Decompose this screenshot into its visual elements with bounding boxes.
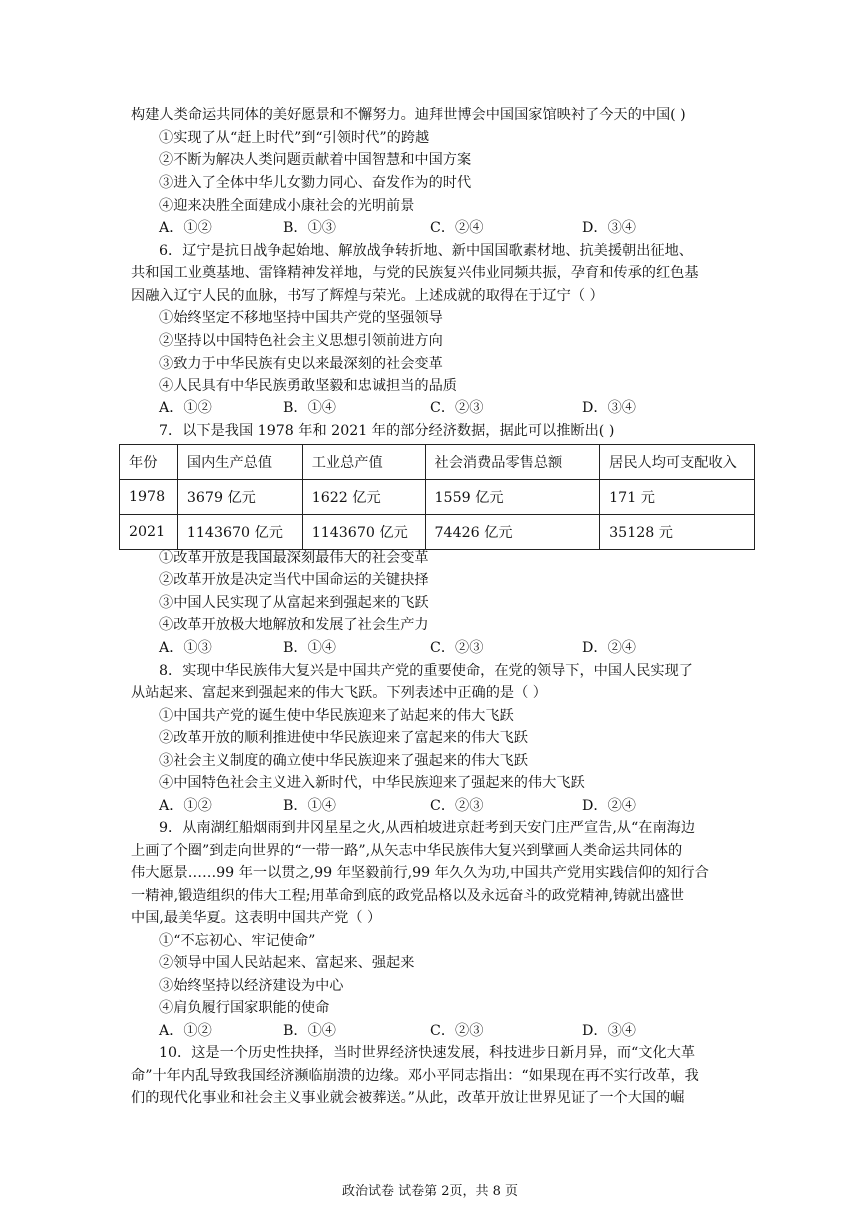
- table-cell: 1622 亿元: [302, 480, 425, 515]
- page-footer: 政治试卷 试卷第 2页，共 8 页: [341, 1184, 519, 1199]
- q10-stem-2: 命”十年内乱导致我国经济濒临崩溃的边缘。邓小平同志指出：“如果现在再不实行改革，我: [131, 1068, 699, 1084]
- q9-item-2: ②领导中国人民站起来、富起来、强起来: [159, 955, 415, 971]
- q7-option-c[interactable]: C．②③: [430, 640, 484, 656]
- q9-options: [159, 1020, 759, 1042]
- economic-data-table: [119, 444, 755, 550]
- q9-item-4: ④肩负履行国家职能的使命: [159, 1000, 330, 1016]
- table-cell: 74426 亿元: [425, 515, 600, 550]
- q8-item-2: ②改革开放的顺利推进使中华民族迎来了富起来的伟大飞跃: [159, 730, 528, 746]
- q9-option-c[interactable]: C．②③: [430, 1023, 484, 1039]
- table-header-cell: 居民人均可支配收入: [600, 445, 755, 480]
- table-cell: 35128 元: [600, 515, 755, 550]
- q7-item-2: ②改革开放是决定当代中国命运的关键抉择: [159, 572, 429, 588]
- table-cell: 1978: [120, 480, 178, 515]
- q5-option-d[interactable]: D．③④: [582, 220, 636, 236]
- q9-item-3: ③始终坚持以经济建设为中心: [159, 978, 344, 994]
- q8-option-a[interactable]: A．①②: [159, 798, 212, 814]
- q6-stem-3: 因融入辽宁人民的血脉，书写了辉煌与荣光。上述成就的取得在于辽宁（ ）: [131, 288, 604, 304]
- q8-item-1: ①中国共产党的诞生使中华民族迎来了站起来的伟大飞跃: [159, 708, 514, 724]
- q8-option-c[interactable]: C．②③: [430, 798, 484, 814]
- table-cell: 1559 亿元: [425, 480, 600, 515]
- q10-stem-1: 10．这是一个历史性抉择，当时世界经济快速发展，科技进步日新月异，而“文化大革: [159, 1045, 696, 1061]
- q6-option-a[interactable]: A．①②: [159, 400, 212, 416]
- q5-stem-tail: 构建人类命运共同体的美好愿景和不懈努力。迪拜世博会中国国家馆映衬了今天的中国( ): [131, 107, 686, 123]
- q5-option-a[interactable]: A．①②: [159, 220, 212, 236]
- table-cell: 1143670 亿元: [302, 515, 425, 550]
- table-cell: 171 元: [600, 480, 755, 515]
- q10-stem-3: 们的现代化事业和社会主义事业就会被葬送。”从此，改革开放让世界见证了一个大国的崛: [131, 1090, 685, 1106]
- q6-stem-1: 6．辽宁是抗日战争起始地、解放战争转折地、新中国国歌素材地、抗美援朝出征地、: [159, 243, 693, 259]
- q5-option-c[interactable]: C．②④: [430, 220, 484, 236]
- table-header-cell: 国内生产总值: [177, 445, 302, 480]
- q9-option-b[interactable]: B．①④: [283, 1023, 336, 1039]
- q7-item-4: ④改革开放极大地解放和发展了社会生产力: [159, 617, 429, 633]
- table-cell: 3679 亿元: [177, 480, 302, 515]
- q5-option-b[interactable]: B．①③: [283, 220, 336, 236]
- q5-item-2: ②不断为解决人类问题贡献着中国智慧和中国方案: [159, 152, 472, 168]
- q7-item-3: ③中国人民实现了从富起来到强起来的飞跃: [159, 595, 429, 611]
- q6-stem-2: 共和国工业奠基地、雷锋精神发祥地，与党的民族复兴伟业同频共振，孕育和传承的红色基: [131, 265, 699, 281]
- q6-option-c[interactable]: C．②③: [430, 400, 484, 416]
- table-header-cell: 工业总产值: [302, 445, 425, 480]
- q6-item-3: ③致力于中华民族有史以来最深刻的社会变革: [159, 356, 443, 372]
- table-header-cell: 社会消费品零售总额: [425, 445, 600, 480]
- q6-item-2: ②坚持以中国特色社会主义思想引领前进方向: [159, 333, 443, 349]
- q8-stem-1: 8．实现中华民族伟大复兴是中国共产党的重要使命，在党的领导下，中国人民实现了: [159, 663, 693, 679]
- q7-stem: 7．以下是我国 1978 年和 2021 年的部分经济数据，据此可以推断出( ): [159, 423, 615, 439]
- q6-option-b[interactable]: B．①④: [283, 400, 336, 416]
- q9-stem-4: 一精神,锻造组织的伟大工程;用革命到底的政党品格以及永远奋斗的政党精神,铸就出盛世: [131, 888, 684, 904]
- q7-option-b[interactable]: B．①④: [283, 640, 336, 656]
- q6-item-4: ④人民具有中华民族勇敢坚毅和忠诚担当的品质: [159, 378, 457, 394]
- q9-item-1: ①“不忘初心、牢记使命”: [159, 933, 316, 949]
- q6-item-1: ①始终坚定不移地坚持中国共产党的坚强领导: [159, 310, 443, 326]
- table-row: [120, 480, 755, 515]
- table-header-row: [120, 445, 755, 480]
- q5-options: [159, 217, 759, 239]
- q9-stem-1: 9．从南湖红船烟雨到井冈星星之火,从西柏坡进京赶考到天安门庄严宣告,从“在南海边: [159, 820, 696, 836]
- table-cell: 2021: [120, 515, 178, 550]
- q8-item-4: ④中国特色社会主义进入新时代，中华民族迎来了强起来的伟大飞跃: [159, 775, 585, 791]
- q8-option-d[interactable]: D．②④: [582, 798, 636, 814]
- q7-option-d[interactable]: D．②④: [582, 640, 636, 656]
- table-header-cell: 年份: [120, 445, 178, 480]
- q9-option-d[interactable]: D．③④: [582, 1023, 636, 1039]
- q8-stem-2: 从站起来、富起来到强起来的伟大飞跃。下列表述中正确的是（ ）: [131, 685, 547, 701]
- q7-options: [159, 637, 759, 659]
- table-row: [120, 515, 755, 550]
- q8-option-b[interactable]: B．①④: [283, 798, 336, 814]
- q6-option-d[interactable]: D．③④: [582, 400, 636, 416]
- q6-options: [159, 397, 759, 419]
- q5-item-3: ③进入了全体中华儿女勠力同心、奋发作为的时代: [159, 175, 472, 191]
- q5-item-1: ①实现了从“赶上时代”到“引领时代”的跨越: [159, 130, 430, 146]
- q8-item-3: ③社会主义制度的确立使中华民族迎来了强起来的伟大飞跃: [159, 753, 528, 769]
- q9-stem-3: 伟大愿景……99 年一以贯之,99 年坚毅前行,99 年久久为功,中国共产党用实践信仰的知行合: [131, 865, 709, 881]
- q9-stem-5: 中国,最美华夏。这表明中国共产党（ ）: [131, 910, 382, 926]
- table-cell: 1143670 亿元: [177, 515, 302, 550]
- q8-options: [159, 795, 759, 817]
- q7-item-1: ①改革开放是我国最深刻最伟大的社会变革: [159, 550, 429, 566]
- q9-option-a[interactable]: A．①②: [159, 1023, 212, 1039]
- q7-option-a[interactable]: A．①③: [159, 640, 212, 656]
- q5-item-4: ④迎来决胜全面建成小康社会的光明前景: [159, 198, 415, 214]
- q9-stem-2: 上画了个圈”到走向世界的“一带一路”,从矢志中华民族伟大复兴到擘画人类命运共同体的: [131, 843, 683, 859]
